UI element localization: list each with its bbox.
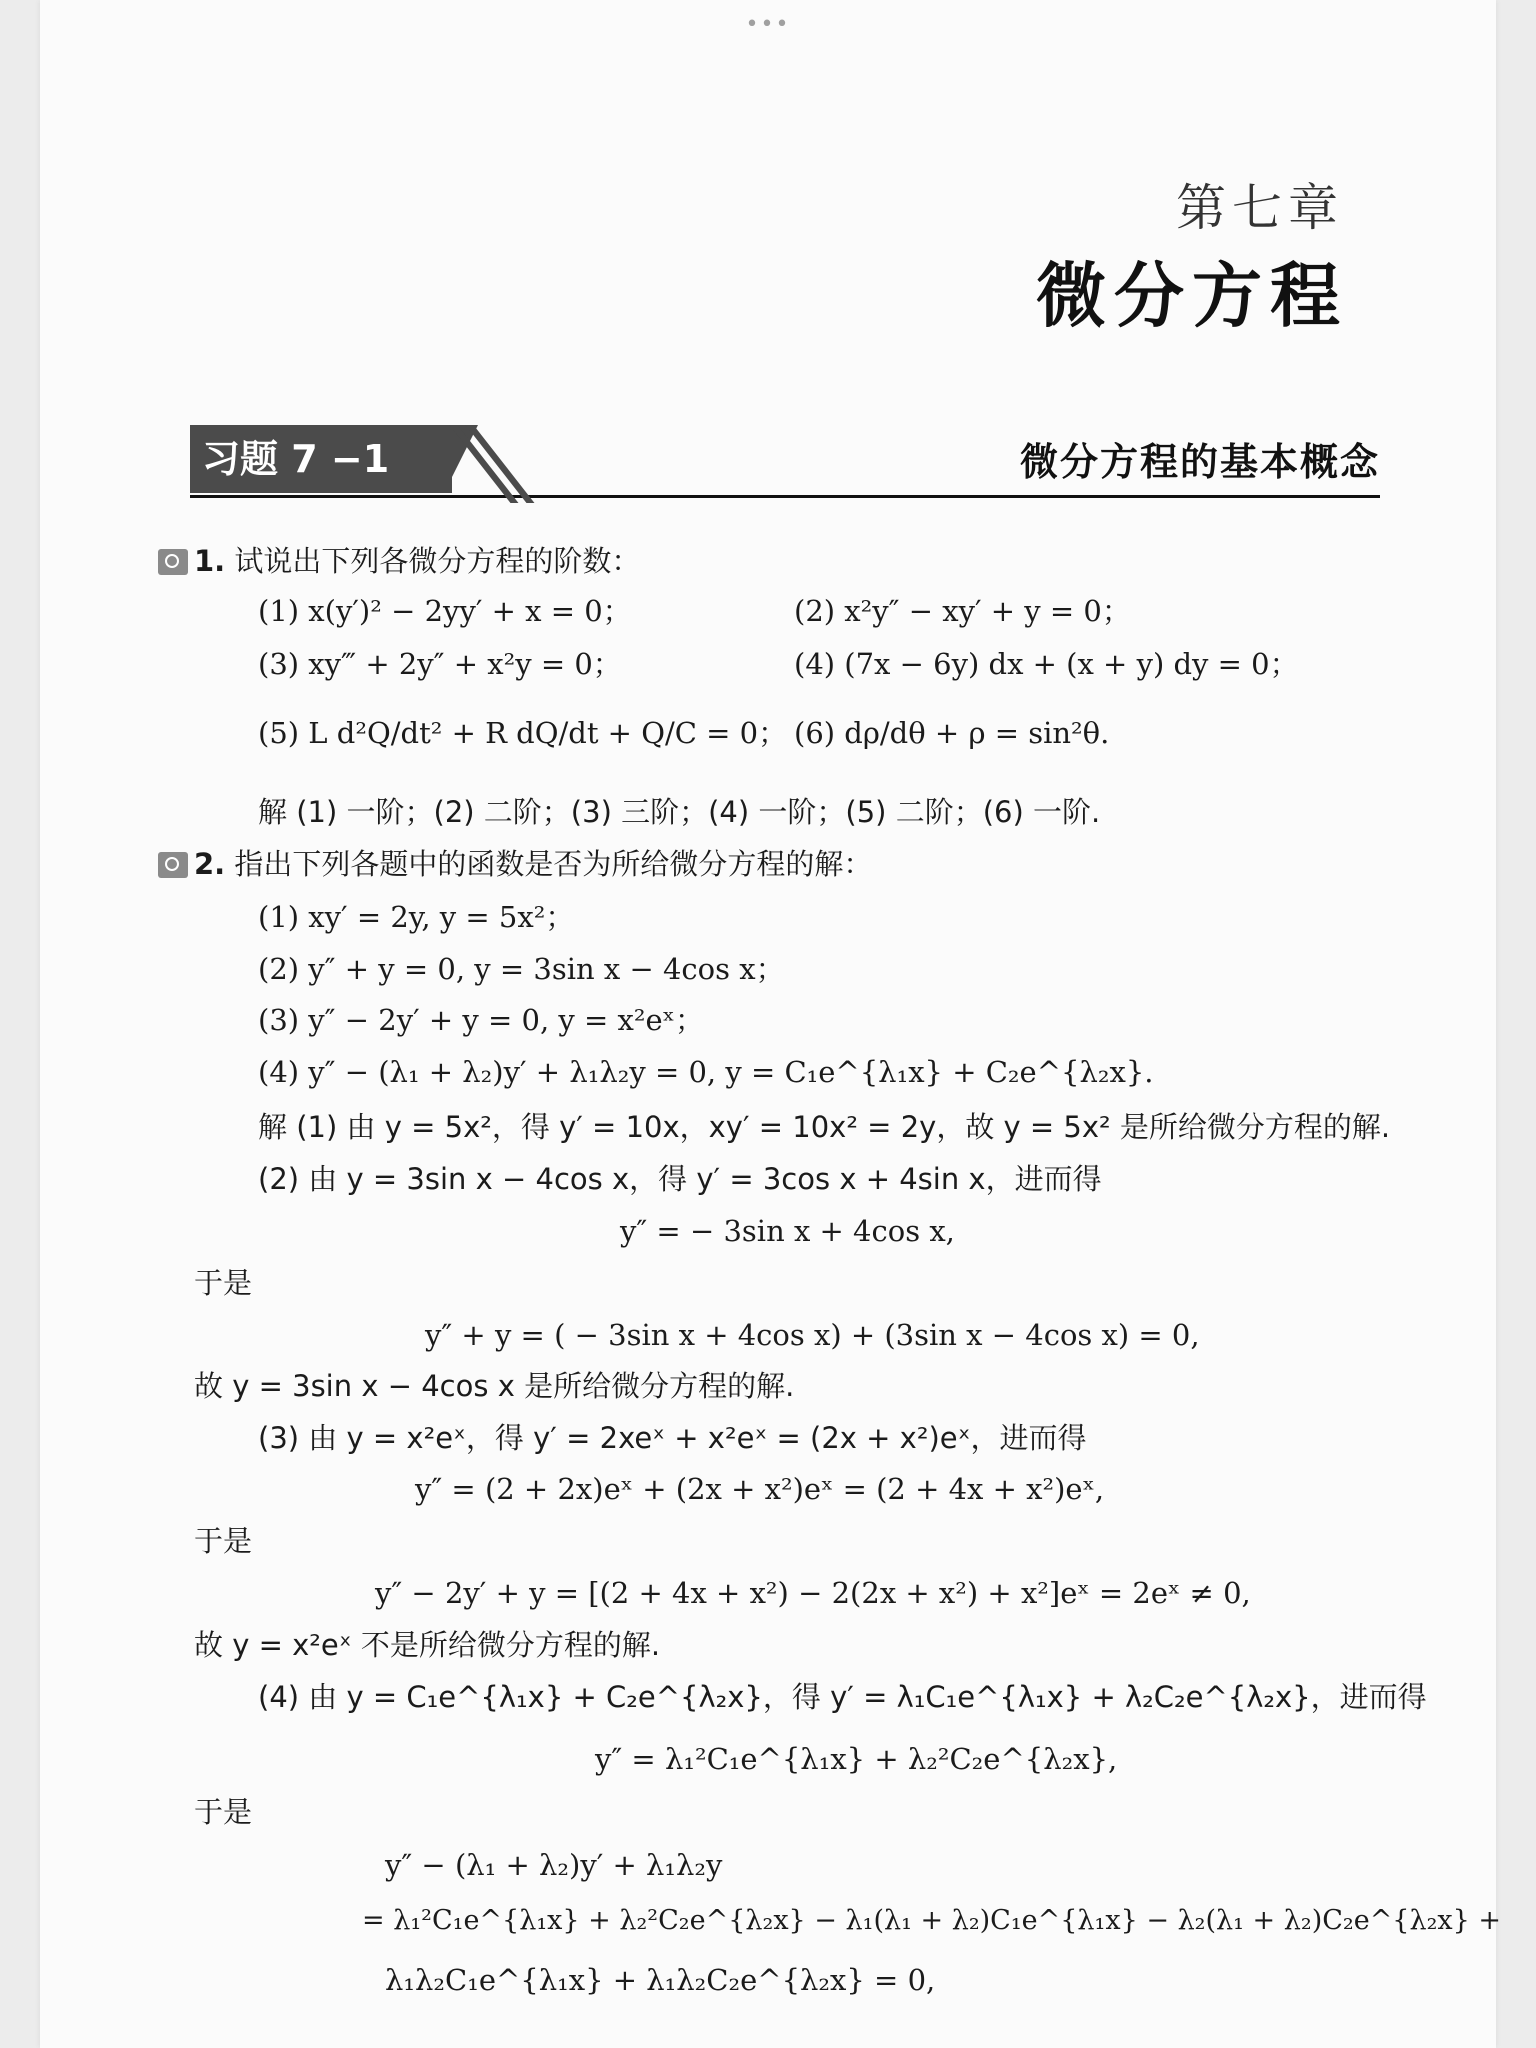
equation-line: = λ₁²C₁e^{λ₁x} + λ₂²C₂e^{λ₂x} − λ₁(λ₁ + λ₂)C₁e^{λ₁x} − λ₂(λ₁ + λ₂)C₂e^{λ₂x} + [362, 1905, 1502, 1936]
list-item: (1) x(y′)² − 2yy′ + x = 0； [258, 594, 632, 628]
equation-line: y″ = (2 + 2x)eˣ + (2x + x²)eˣ = (2 + 4x + x²)eˣ, [415, 1472, 1105, 1506]
problem-number: 1. [194, 544, 226, 578]
problem-1-heading [158, 542, 640, 580]
list-item: (4) (7x − 6y) dx + (x + y) dy = 0； [794, 647, 1299, 681]
solution-line: 解 (1) 由 y = 5x²，得 y′ = 10x，xy′ = 10x² = 2y，故 y = 5x² 是所给微分方程的解. [258, 1110, 1391, 1144]
list-item: (6) dρ/dθ + ρ = sin²θ. [794, 716, 1110, 750]
equation-line: y″ = λ₁²C₁e^{λ₁x} + λ₂²C₂e^{λ₂x}, [595, 1742, 1118, 1776]
list-item: (2) x²y″ − xy′ + y = 0； [794, 594, 1131, 628]
solution-line: (4) 由 y = C₁e^{λ₁x} + C₂e^{λ₂x}，得 y′ = λ₁C₁e^{λ₁x} + λ₂C₂e^{λ₂x}，进而得 [258, 1680, 1427, 1714]
equation-line: y″ + y = ( − 3sin x + 4cos x) + (3sin x − 4cos x) = 0, [425, 1318, 1200, 1352]
solution-line: 故 y = 3sin x − 4cos x 是所给微分方程的解. [194, 1369, 795, 1403]
list-item: (5) L d²Q/dt² + R dQ/dt + Q/C = 0； [258, 716, 788, 750]
solution-line: 故 y = x²eˣ 不是所给微分方程的解. [194, 1628, 661, 1662]
solution-line: 于是 [194, 1524, 253, 1558]
problem-number: 2. [194, 847, 226, 881]
solution-line: 于是 [194, 1795, 253, 1829]
section-label: 习题 7 −1 [190, 425, 452, 493]
equation-line: λ₁λ₂C₁e^{λ₁x} + λ₁λ₂C₂e^{λ₂x} = 0, [385, 1963, 936, 1997]
equation-line: y″ − 2y′ + y = [(2 + 4x + x²) − 2(2x + x²) + x²]eˣ = 2eˣ ≠ 0, [375, 1576, 1251, 1610]
solution-line: 于是 [194, 1266, 253, 1300]
solution-line: (3) 由 y = x²eˣ，得 y′ = 2xeˣ + x²eˣ = (2x + x²)eˣ，进而得 [258, 1421, 1087, 1455]
problem-prompt: 指出下列各题中的函数是否为所给微分方程的解： [234, 847, 873, 881]
problem-prompt: 试说出下列各微分方程的阶数： [234, 544, 641, 578]
list-item: (1) xy′ = 2y, y = 5x²； [258, 900, 575, 934]
magnifier-icon[interactable] [158, 549, 188, 575]
list-item: (3) xy‴ + 2y″ + x²y = 0； [258, 647, 622, 681]
equation-line: y″ − (λ₁ + λ₂)y′ + λ₁λ₂y [385, 1848, 723, 1882]
section-title: 微分方程的基本概念 [1019, 440, 1380, 484]
chapter-number: 第七章 [1176, 179, 1344, 237]
list-item: (2) y″ + y = 0, y = 3sin x − 4cos x； [258, 952, 785, 986]
list-item: (3) y″ − 2y′ + y = 0, y = x²eˣ； [258, 1003, 704, 1037]
answer-line: 解 (1) 一阶；(2) 二阶；(3) 三阶；(4) 一阶；(5) 二阶；(6) 一阶. [258, 795, 1101, 829]
solution-line: (2) 由 y = 3sin x − 4cos x，得 y′ = 3cos x + 4sin x，进而得 [258, 1162, 1102, 1196]
problem-2-heading [158, 845, 872, 883]
equation-line: y″ = − 3sin x + 4cos x, [620, 1214, 955, 1248]
more-dots-icon[interactable]: ••• [745, 12, 791, 37]
page-sheet [40, 0, 1502, 2048]
magnifier-icon[interactable] [158, 852, 188, 878]
chapter-title: 微分方程 [1036, 255, 1348, 337]
section-banner [190, 425, 1380, 498]
list-item: (4) y″ − (λ₁ + λ₂)y′ + λ₁λ₂y = 0, y = C₁e^{λ₁x} + C₂e^{λ₂x}. [258, 1055, 1154, 1089]
